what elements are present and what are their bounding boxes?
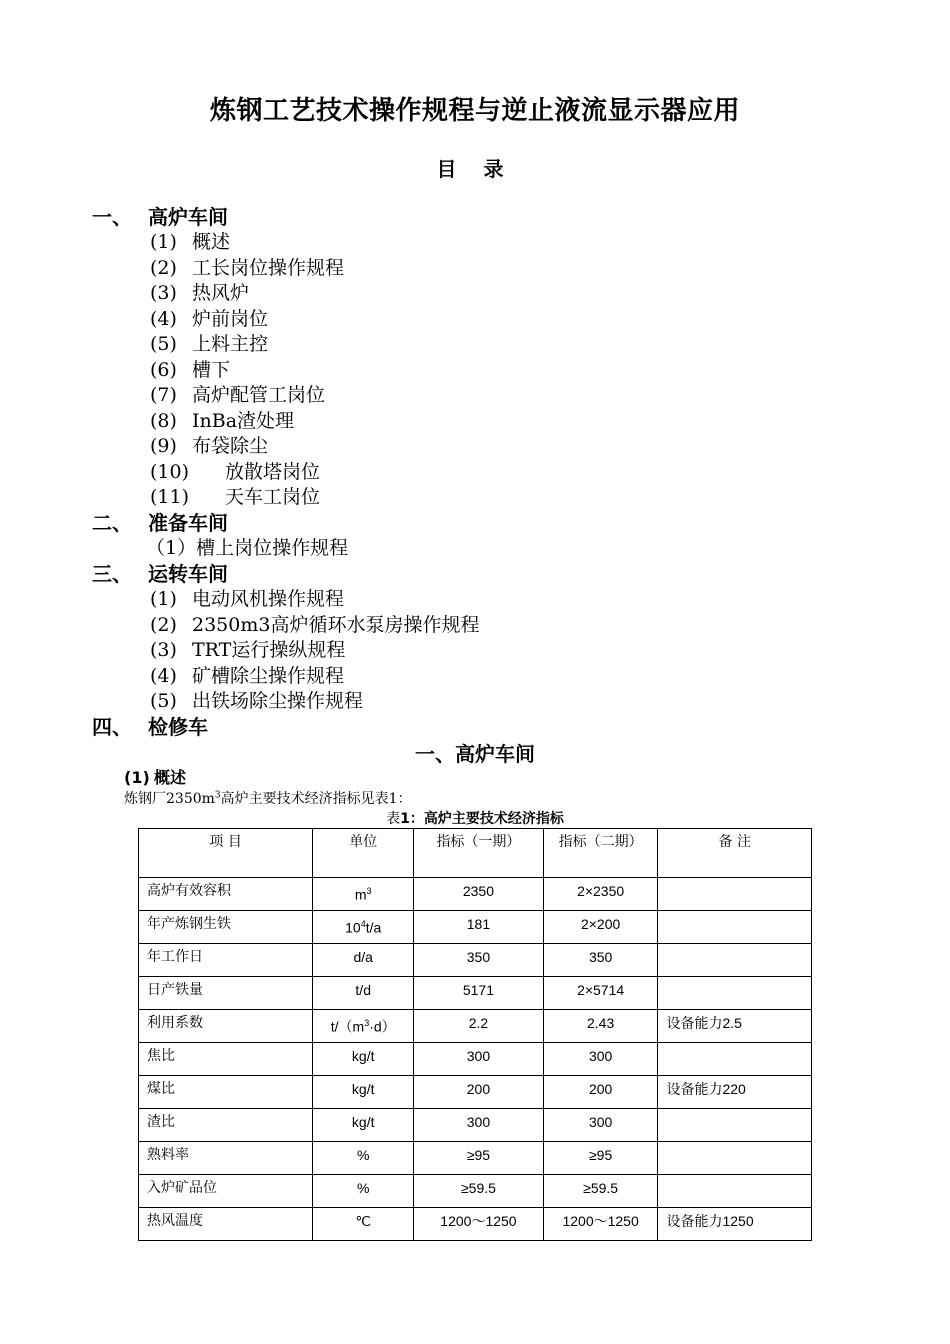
toc-item-number: (4) — [150, 307, 177, 330]
toc-item-number: (11) — [150, 486, 190, 508]
phase1-cell: 181 — [414, 911, 544, 944]
phase2-cell: 2×2350 — [543, 878, 658, 911]
phase1-cell: ≥59.5 — [414, 1175, 544, 1208]
item-cell: 焦比 — [139, 1043, 313, 1076]
toc-item-label: 高炉配管工岗位 — [192, 384, 326, 406]
column-header: 指标（一期） — [414, 829, 544, 878]
table-row — [139, 944, 812, 977]
toc-section-label: 高炉车间 — [148, 205, 228, 229]
unit-superscript: 4 — [360, 919, 366, 929]
toc-item-number: (5) — [150, 690, 177, 712]
phase2-cell: ≥95 — [543, 1142, 658, 1175]
toc-section-label: 运转车间 — [148, 561, 228, 586]
toc-item[interactable] — [150, 587, 344, 612]
toc-item[interactable] — [150, 689, 363, 714]
item-cell: 熟料率 — [139, 1142, 313, 1175]
phase1-cell: 2350 — [414, 878, 544, 911]
column-header: 项 目 — [139, 829, 313, 878]
toc-item-number: (5) — [150, 333, 177, 355]
toc-item[interactable] — [150, 307, 268, 332]
unit-cell: % — [313, 1142, 414, 1175]
toc-item-label: 热风炉 — [192, 282, 250, 304]
table-row — [139, 878, 812, 911]
column-header: 指标（二期） — [543, 829, 658, 878]
toc-item-number: (1) — [150, 588, 177, 610]
toc-item[interactable] — [150, 332, 268, 357]
indicator-table — [138, 828, 812, 1241]
toc-item[interactable] — [150, 409, 294, 434]
toc-item-label: TRT运行操纵规程 — [192, 639, 346, 661]
toc-item-label: 槽下 — [192, 358, 231, 381]
toc-item[interactable] — [150, 256, 344, 281]
item-cell: 煤比 — [139, 1076, 313, 1109]
unit-cell: kg/t — [313, 1109, 414, 1142]
table-row — [139, 1175, 812, 1208]
toc-section-number: 三、 — [92, 561, 132, 586]
table-row — [139, 1142, 812, 1175]
note-cell: 设备能力220 — [658, 1076, 812, 1109]
toc-item[interactable] — [150, 281, 249, 306]
intro-paragraph — [124, 788, 412, 808]
toc-item-label: 矿槽除尘操作规程 — [192, 664, 345, 687]
phase2-cell: 350 — [543, 944, 658, 977]
toc-heading: 目 录 — [436, 157, 514, 181]
intro-superscript: 3 — [214, 790, 221, 801]
toc-item-label: 槽上岗位操作规程 — [196, 537, 349, 559]
toc-item-number: (3) — [150, 639, 177, 661]
toc-item[interactable] — [150, 485, 320, 510]
phase1-cell: 2.2 — [414, 1010, 544, 1043]
item-cell: 入炉矿品位 — [139, 1175, 313, 1208]
toc-item[interactable] — [150, 664, 344, 689]
note-cell: 设备能力2.5 — [658, 1010, 812, 1043]
table-header-row — [139, 829, 812, 878]
toc-item-number: (3) — [150, 282, 177, 304]
table-caption — [0, 808, 950, 828]
unit-cell: t/d — [313, 977, 414, 1010]
phase2-cell: 200 — [543, 1076, 658, 1109]
toc-item-label: 天车工岗位 — [225, 486, 321, 508]
toc-item-number: (10) — [150, 460, 190, 483]
subsection-title — [124, 765, 186, 788]
toc-item[interactable] — [150, 230, 230, 255]
item-cell: 日产铁量 — [139, 977, 313, 1010]
caption-prefix: 表 — [386, 811, 401, 827]
note-cell: 设备能力1250 — [658, 1208, 812, 1241]
toc-item-label: 概述 — [192, 231, 231, 253]
unit-text: t/a — [365, 919, 382, 936]
toc-section-number: 二、 — [92, 510, 132, 535]
note-cell — [658, 1043, 812, 1076]
phase2-cell: 2.43 — [543, 1010, 658, 1043]
note-cell — [658, 911, 812, 944]
subsection-label: 概述 — [154, 768, 187, 787]
item-cell: 年产炼钢生铁 — [139, 911, 313, 944]
caption-title: 1：高炉主要技术经济指标 — [400, 811, 564, 827]
unit-cell — [313, 911, 414, 944]
item-cell: 渣比 — [139, 1109, 313, 1142]
toc-item-number: (7) — [150, 384, 177, 406]
phase1-cell: 350 — [414, 944, 544, 977]
toc-item-number: （1） — [146, 537, 197, 559]
table-row — [139, 977, 812, 1010]
subsection-number: (1) — [124, 768, 150, 787]
intro-text: 炼钢厂2350m — [124, 791, 215, 807]
phase1-cell: 1200～1250 — [414, 1208, 544, 1241]
item-cell: 年工作日 — [139, 944, 313, 977]
unit-cell: kg/t — [313, 1043, 414, 1076]
toc-item-number: (2) — [150, 256, 177, 279]
unit-cell: d/a — [313, 944, 414, 977]
toc-item[interactable] — [150, 383, 325, 408]
phase1-cell: ≥95 — [414, 1142, 544, 1175]
note-cell — [658, 944, 812, 977]
unit-cell: kg/t — [313, 1076, 414, 1109]
item-cell: 热风温度 — [139, 1208, 313, 1241]
toc-item-label: 2350m3高炉循环水泵房操作规程 — [192, 613, 480, 636]
section-title: 一、高炉车间 — [415, 742, 535, 766]
toc-item-label: 出铁场除尘操作规程 — [192, 690, 364, 712]
unit-cell: % — [313, 1175, 414, 1208]
phase2-cell: 300 — [543, 1109, 658, 1142]
toc-section-number: 四、 — [92, 714, 132, 739]
toc-item-number: (9) — [150, 435, 177, 457]
note-cell — [658, 1175, 812, 1208]
note-cell — [658, 878, 812, 911]
phase2-cell: 2×200 — [543, 911, 658, 944]
table-row — [139, 1076, 812, 1109]
table-row — [139, 1010, 812, 1043]
toc-item-number: (8) — [150, 409, 177, 432]
toc-section-number: 一、 — [92, 205, 132, 229]
unit-text: 10 — [345, 919, 361, 936]
toc-item[interactable] — [150, 638, 345, 663]
unit-cell — [313, 878, 414, 911]
phase1-cell: 300 — [414, 1043, 544, 1076]
table-row — [139, 911, 812, 944]
toc-item-label: 工长岗位操作规程 — [192, 256, 345, 279]
phase1-cell: 200 — [414, 1076, 544, 1109]
phase2-cell: ≥59.5 — [543, 1175, 658, 1208]
document-title: 炼钢工艺技术操作规程与逆止液流显示器应用 — [209, 96, 740, 126]
phase1-cell: 5171 — [414, 977, 544, 1010]
phase2-cell: 1200～1250 — [543, 1208, 658, 1241]
unit-text: m — [354, 886, 367, 903]
toc-item-number: (4) — [150, 664, 177, 687]
unit-cell: ℃ — [313, 1208, 414, 1241]
toc-section-label: 准备车间 — [148, 510, 228, 535]
phase2-cell: 300 — [543, 1043, 658, 1076]
toc-item-number: (2) — [150, 613, 177, 636]
toc-item[interactable] — [150, 460, 320, 485]
table-row — [139, 1208, 812, 1241]
note-cell — [658, 1142, 812, 1175]
column-header: 备 注 — [658, 829, 812, 878]
toc-item-label: 炉前岗位 — [192, 307, 269, 330]
toc-item-label: 布袋除尘 — [192, 435, 269, 457]
toc-item-label: 上料主控 — [192, 333, 269, 355]
toc-item[interactable] — [150, 434, 268, 459]
toc-item-label: 放散塔岗位 — [225, 460, 321, 483]
phase1-cell: 300 — [414, 1109, 544, 1142]
table-row — [139, 1109, 812, 1142]
toc-section-label: 检修车 — [148, 714, 208, 739]
table-row — [139, 1043, 812, 1076]
toc-item-label: InBa渣处理 — [192, 409, 295, 432]
toc-item[interactable] — [150, 613, 479, 638]
item-cell: 利用系数 — [139, 1010, 313, 1043]
item-cell: 高炉有效容积 — [139, 878, 313, 911]
column-header: 单位 — [313, 829, 414, 878]
unit-superscript: 3 — [366, 886, 372, 896]
intro-text: 高炉主要技术经济指标见表1： — [220, 791, 412, 807]
toc-item[interactable] — [150, 358, 230, 383]
note-cell — [658, 977, 812, 1010]
note-cell — [658, 1109, 812, 1142]
unit-text: ·d） — [369, 1018, 396, 1035]
unit-text: t/（m — [330, 1018, 365, 1035]
toc-item-number: (6) — [150, 358, 177, 381]
unit-cell — [313, 1010, 414, 1043]
phase2-cell: 2×5714 — [543, 977, 658, 1010]
toc-item-number: (1) — [150, 231, 177, 253]
unit-superscript: 3 — [364, 1018, 370, 1028]
toc-item-label: 电动风机操作规程 — [192, 588, 345, 610]
toc-item[interactable] — [146, 536, 348, 561]
